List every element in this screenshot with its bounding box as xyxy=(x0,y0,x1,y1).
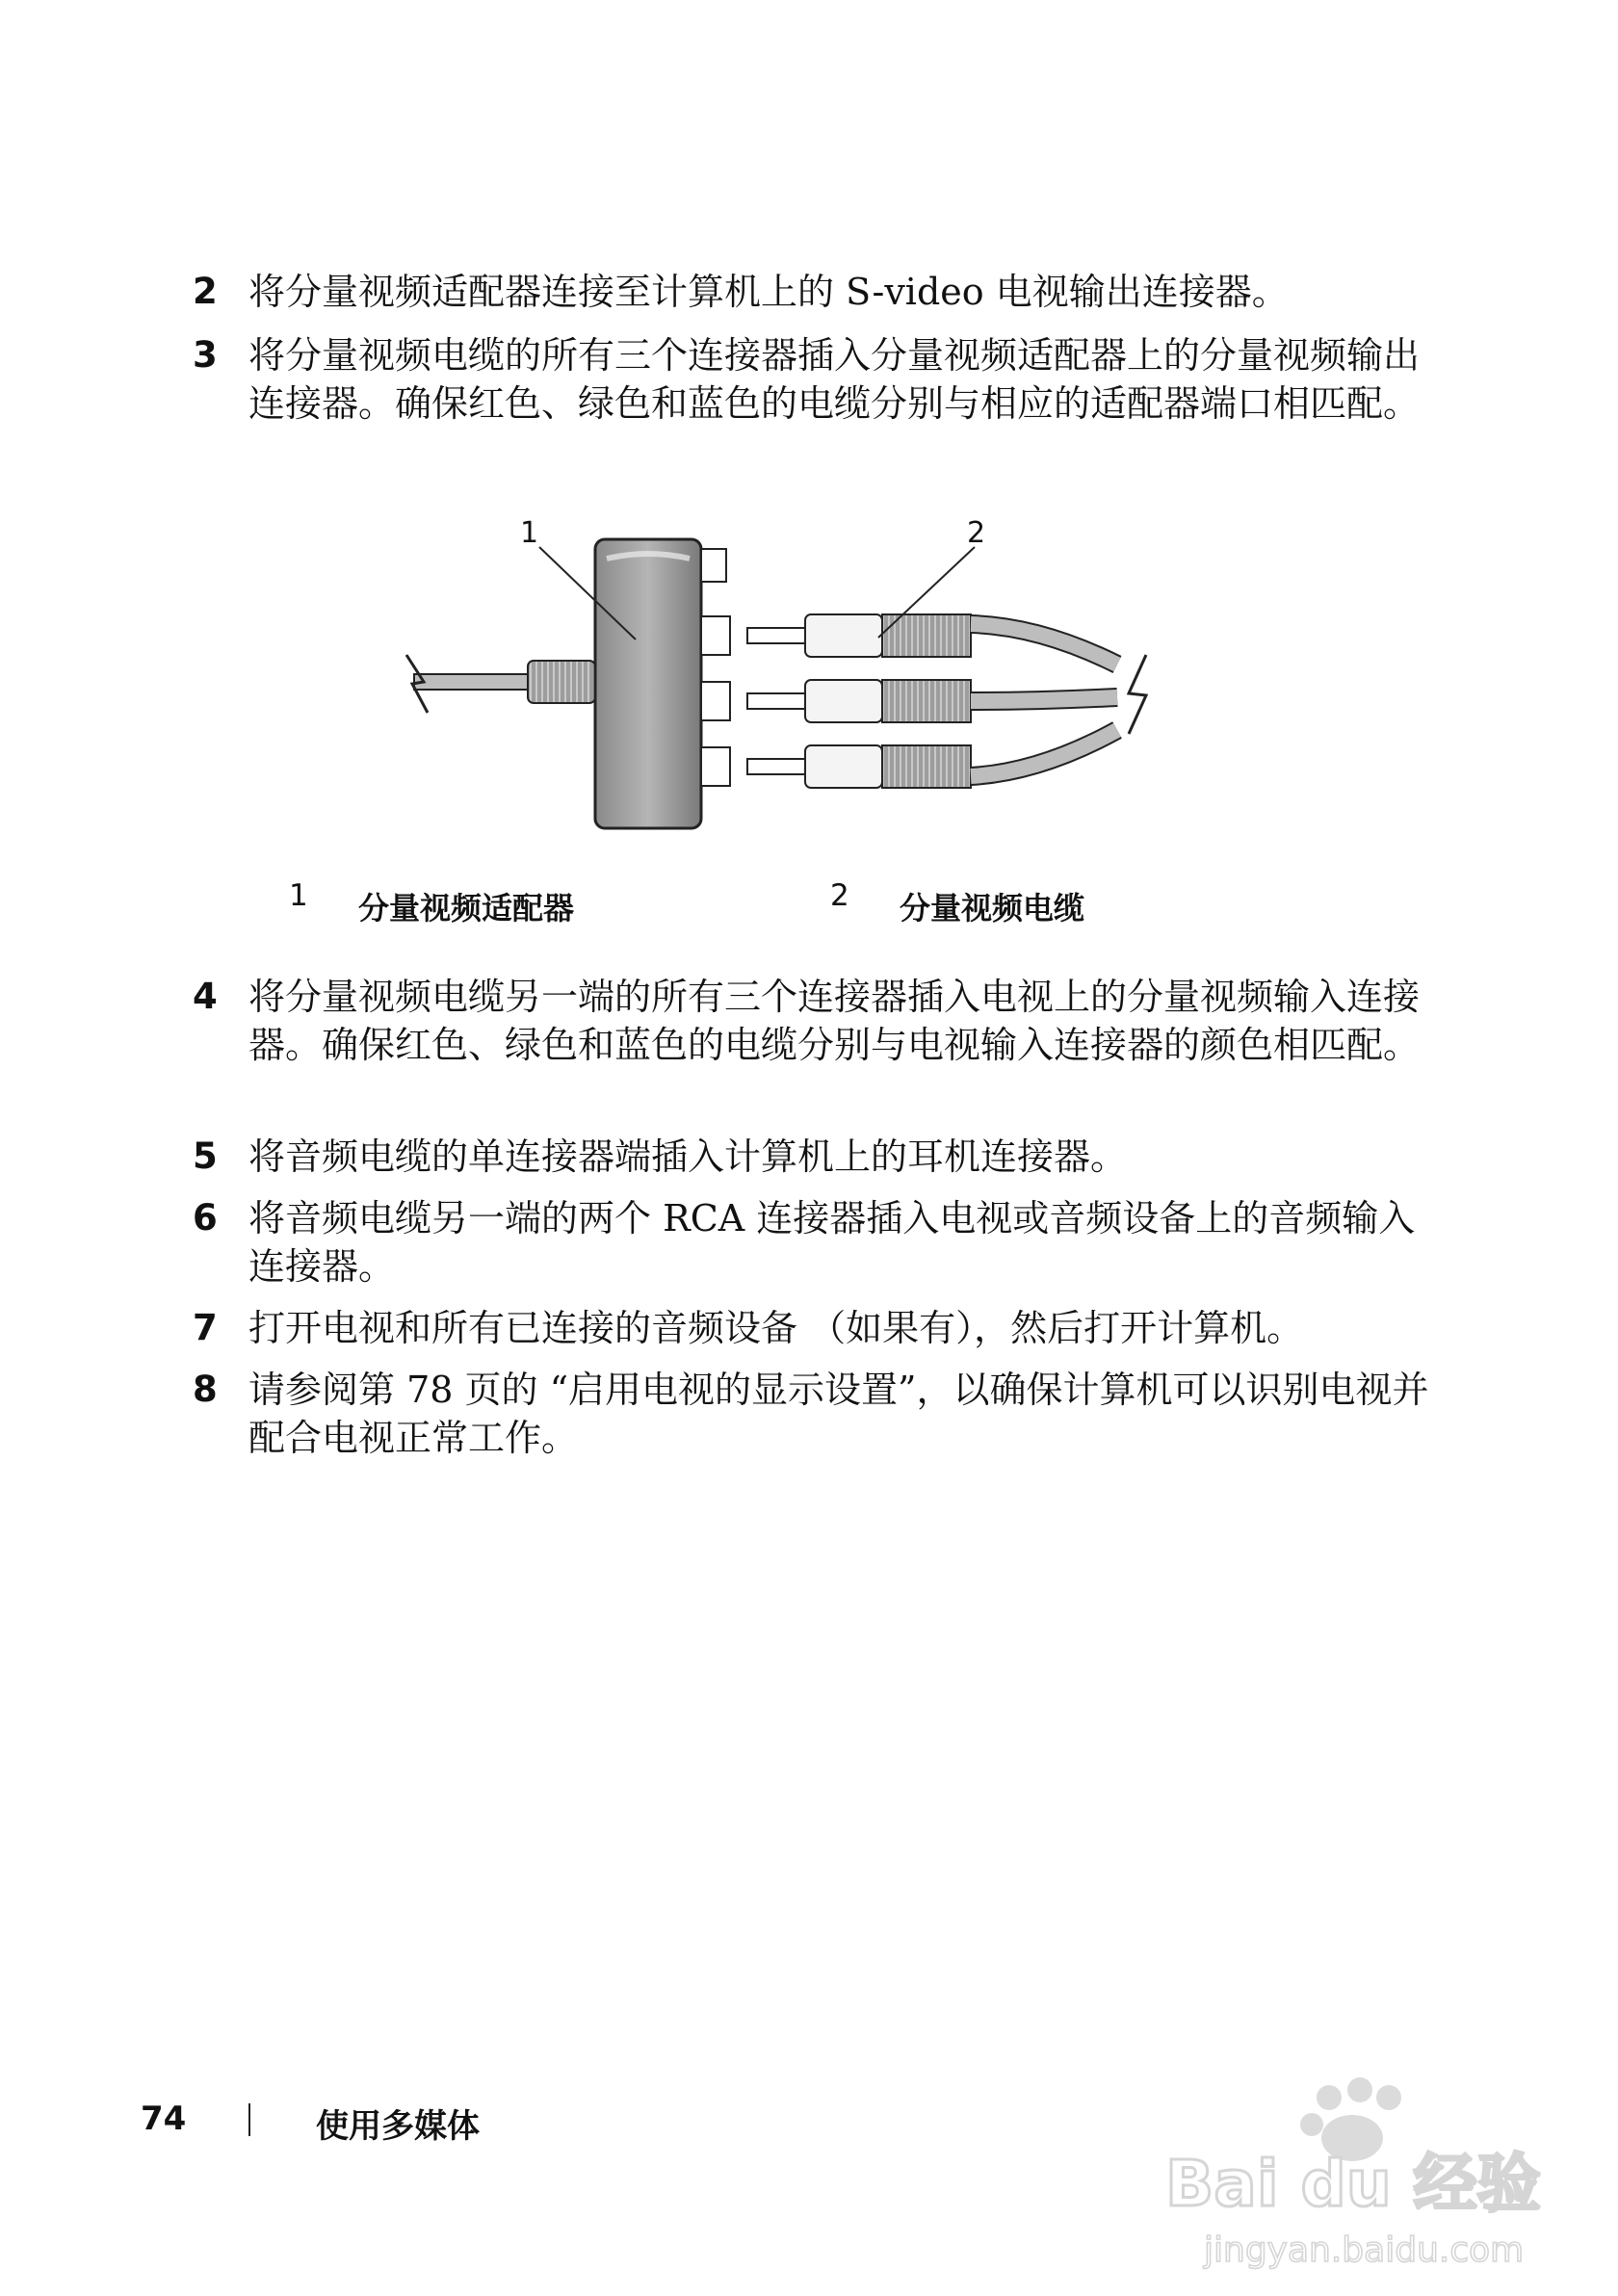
adapter-cable-illustration xyxy=(385,520,1214,848)
page-number: 74 xyxy=(141,2100,187,2138)
step-number: 2 xyxy=(193,271,218,312)
step-text: 将分量视频电缆另一端的所有三个连接器插入电视上的分量视频输入连接器。确保红色、绿色和蓝色的电缆分别与电视输入连接器的颜色相匹配。 xyxy=(248,976,1421,1066)
paw-logo-icon xyxy=(1146,2061,1551,2273)
step-text: 请参阅第 78 页的 “启用电视的显示设置”，以确保计算机可以识别电视并配合电视正常工作。 xyxy=(248,1369,1429,1459)
legend-num-1: 1 xyxy=(289,878,308,913)
step-text: 打开电视和所有已连接的音频设备 （如果有），然后打开计算机。 xyxy=(248,1307,1304,1349)
rca-plug-middle xyxy=(747,680,1117,722)
svg-text:Bai du 经验: Bai du 经验 xyxy=(1165,2147,1541,2221)
step-text: 将音频电缆另一端的两个 RCA 连接器插入电视或音频设备上的音频输入连接器。 xyxy=(248,1197,1416,1288)
footer-divider xyxy=(248,2103,250,2136)
rca-plug-bottom xyxy=(747,730,1117,788)
step-number: 8 xyxy=(193,1369,218,1410)
callout-2: 2 xyxy=(967,516,986,550)
callout-1: 1 xyxy=(520,516,539,550)
step-text: 将分量视频电缆的所有三个连接器插入分量视频适配器上的分量视频输出连接器。确保红色、绿色和蓝色的电缆分别与相应的适配器端口相匹配。 xyxy=(248,334,1421,425)
step-number: 7 xyxy=(193,1307,218,1348)
rca-plug-top xyxy=(747,614,1117,665)
step-text: 将音频电缆的单连接器端插入计算机上的耳机连接器。 xyxy=(248,1135,1128,1178)
component-video-figure xyxy=(385,516,1214,848)
step-number: 6 xyxy=(193,1197,218,1239)
step-number: 4 xyxy=(193,976,218,1017)
step-number: 5 xyxy=(193,1135,218,1177)
section-title: 使用多媒体 xyxy=(316,2107,480,2146)
legend-label-1: 分量视频适配器 xyxy=(358,890,575,926)
svg-text:jingyan.baidu.com: jingyan.baidu.com xyxy=(1204,2231,1525,2270)
step-number: 3 xyxy=(193,334,218,376)
step-text: 将分量视频适配器连接至计算机上的 S-video 电视输出连接器。 xyxy=(248,271,1289,313)
baidu-watermark xyxy=(1146,2061,1551,2273)
legend-num-2: 2 xyxy=(830,878,849,913)
legend-label-2: 分量视频电缆 xyxy=(900,890,1085,926)
